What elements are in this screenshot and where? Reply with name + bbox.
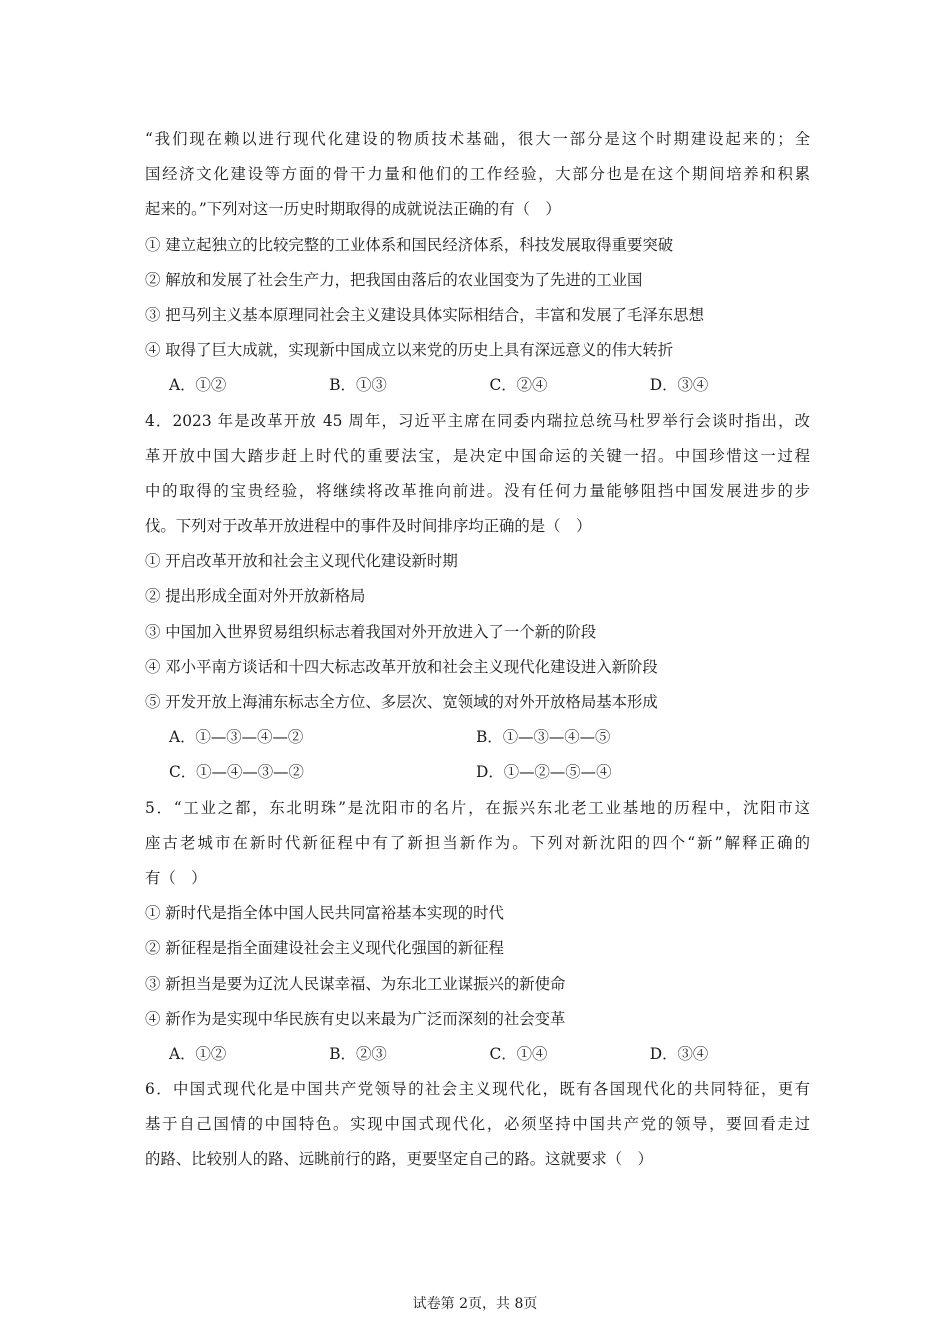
question-3-option-c[interactable]: C．②④ — [489, 376, 548, 395]
question-5-stem-line-1: 5．“工业之都，东北明珠”是沈阳市的名片，在振兴东北老工业基地的历程中，沈阳市这 — [145, 798, 810, 817]
question-5-option-d[interactable]: D．③④ — [649, 1044, 709, 1063]
question-4-item-1: ① 开启改革开放和社会主义现代化建设新时期 — [145, 552, 458, 571]
question-4-stem-line-2: 革开放中国大踏步赶上时代的重要法宝，是决定中国命运的关键一招。中国珍惜这一过程 — [145, 446, 810, 465]
question-4-stem-line-1: 4．2023 年是改革开放 45 周年，习近平主席在同委内瑞拉总统马杜罗举行会谈时指出，改 — [145, 411, 810, 430]
question-3-option-a[interactable]: A．①② — [169, 376, 227, 395]
question-3-options — [145, 368, 810, 403]
question-4-options-row-1 — [145, 720, 810, 755]
question-4-option-d[interactable]: D．①—②—⑤—④ — [476, 763, 612, 782]
question-5-option-c[interactable]: C．①④ — [489, 1044, 548, 1063]
question-5 — [145, 791, 810, 1073]
question-5-item-1: ① 新时代是指全体中国人民共同富裕基本实现的时代 — [145, 904, 504, 923]
question-6-stem-line-2: 基于自己国情的中国特色。实现中国式现代化，必须坚持中国共产党的领导，要回看走过 — [145, 1115, 810, 1134]
question-3-stem-line-3: 起来的。”下列对这一历史时期取得的成就说法正确的有（ ） — [145, 200, 561, 219]
question-4-option-a[interactable]: A．①—③—④—② — [169, 728, 304, 747]
question-3-item-2: ② 解放和发展了社会生产力，把我国由落后的农业国变为了先进的工业国 — [145, 270, 643, 289]
question-3 — [145, 122, 810, 404]
question-4-options-row-2 — [145, 755, 810, 790]
question-4-option-b[interactable]: B．①—③—④—⑤ — [476, 728, 611, 747]
question-5-options — [145, 1037, 810, 1072]
question-6 — [145, 1072, 810, 1178]
question-3-stem-line-1: “我们现在赖以进行现代化建设的物质技术基础，很大一部分是这个时期建设起来的；全 — [145, 130, 810, 148]
page-footer: 试卷第 2页，共 8页 — [412, 1296, 538, 1312]
page-content — [145, 122, 810, 1178]
question-5-stem-line-2: 座古老城市在新时代新征程中有了新担当新作为。下列对新沈阳的四个“新”解释正确的 — [145, 833, 810, 852]
question-3-option-d[interactable]: D．③④ — [649, 376, 709, 395]
question-3-item-3: ③ 把马列主义基本原理同社会主义建设具体实际相结合，丰富和发展了毛泽东思想 — [145, 305, 704, 324]
question-5-item-4: ④ 新作为是实现中华民族有史以来最为广泛而深刻的社会变革 — [145, 1009, 566, 1028]
question-5-option-b[interactable]: B．②③ — [329, 1044, 387, 1063]
question-4-item-4: ④ 邓小平南方谈话和十四大标志改革开放和社会主义现代化建设进入新阶段 — [145, 657, 658, 676]
question-5-item-3: ③ 新担当是要为辽沈人民谋幸福、为东北工业谋振兴的新使命 — [145, 974, 566, 993]
question-6-stem-line-3: 的路、比较别人的路、远眺前行的路，更要坚定自己的路。这就要求（ ） — [145, 1150, 653, 1169]
question-4 — [145, 404, 810, 791]
question-4-item-2: ② 提出形成全面对外开放新格局 — [145, 587, 366, 606]
question-5-stem-line-3: 有（ ） — [145, 868, 207, 887]
question-4-stem-line-4: 伐。下列对于改革开放进程中的事件及时间排序均正确的是（ ） — [145, 517, 592, 536]
question-3-item-1: ① 建立起独立的比较完整的工业体系和国民经济体系，科技发展取得重要突破 — [145, 235, 674, 254]
question-3-stem-line-2: 国经济文化建设等方面的骨干力量和他们的工作经验，大部分也是在这个期间培养和积累 — [145, 165, 810, 184]
question-6-stem-line-1: 6．中国式现代化是中国共产党领导的社会主义现代化，既有各国现代化的共同特征，更有 — [145, 1080, 810, 1099]
question-3-option-b[interactable]: B．①③ — [329, 376, 387, 395]
question-4-option-c[interactable]: C．①—④—③—② — [169, 763, 304, 782]
question-4-item-5: ⑤ 开发开放上海浦东标志全方位、多层次、宽领域的对外开放格局基本形成 — [145, 693, 658, 711]
question-3-item-4: ④ 取得了巨大成就，实现新中国成立以来党的历史上具有深远意义的伟大转折 — [145, 341, 674, 360]
question-5-option-a[interactable]: A．①② — [169, 1044, 227, 1063]
question-5-item-2: ② 新征程是指全面建设社会主义现代化强国的新征程 — [145, 939, 504, 958]
question-4-stem-line-3: 中的取得的宝贵经验，将继续将改革推向前进。没有任何力量能够阻挡中国发展进步的步 — [145, 481, 810, 500]
question-4-item-3: ③ 中国加入世界贸易组织标志着我国对外开放进入了一个新的阶段 — [145, 622, 597, 641]
